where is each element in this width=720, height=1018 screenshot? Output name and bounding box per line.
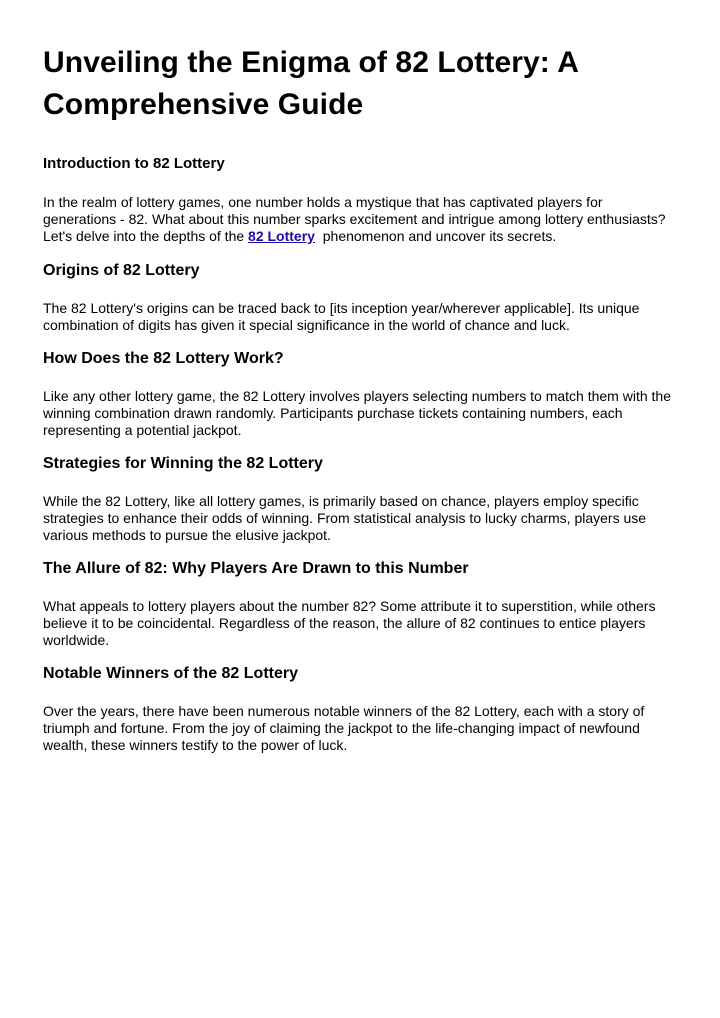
- section-heading-how-it-works: How Does the 82 Lottery Work?: [43, 350, 284, 367]
- section-heading-origins: Origins of 82 Lottery: [43, 262, 200, 279]
- section-text-allure: What appeals to lottery players about the number 82? Some attribute it to superstition, while others believe it to be coincidental. Regardless of the reason, the allure of 82 continues to entice players worldwide.: [43, 598, 656, 648]
- section-heading-strategies: Strategies for Winning the 82 Lottery: [43, 455, 323, 472]
- section-text-origins: The 82 Lottery's origins can be traced back to [its inception year/wherever applicable]. Its unique combination of digits has given it special significance in the world of chance and luck.: [43, 300, 640, 333]
- section-text-strategies: While the 82 Lottery, like all lottery games, is primarily based on chance, players employ specific strategies to enhance their odds of winning. From statistical analysis to lucky charms, players use various methods to pursue the elusive jackpot.: [43, 493, 647, 543]
- section-text-how-it-works: Like any other lottery game, the 82 Lottery involves players selecting numbers to match them with the winning combination drawn randomly. Participants purchase tickets containing numbers, each representing a potential jackpot.: [43, 388, 671, 438]
- section-heading-allure: The Allure of 82: Why Players Are Drawn to this Number: [43, 560, 469, 577]
- section-heading-notable-winners: Notable Winners of the 82 Lottery: [43, 665, 298, 682]
- intro-text-before: In the realm of lottery games, one number holds a mystique that has captivated players for generations - 82. What about this number sparks excitement and intrigue among lottery enthusiasts? Let's delve into the depths of the: [43, 194, 666, 244]
- 82-lottery-link[interactable]: 82 Lottery: [248, 228, 315, 244]
- intro-heading: Introduction to 82 Lottery: [43, 155, 225, 172]
- intro-paragraph: [43, 194, 676, 245]
- section-text-notable-winners: Over the years, there have been numerous notable winners of the 82 Lottery, each with a story of triumph and fortune. From the joy of claiming the jackpot to the life-changing impact of newfound wealth, these winners testify to the power of luck.: [43, 703, 645, 753]
- page-title: Unveiling the Enigma of 82 Lottery: A Comprehensive Guide: [43, 46, 578, 121]
- intro-text-after: phenomenon and uncover its secrets.: [314, 228, 557, 244]
